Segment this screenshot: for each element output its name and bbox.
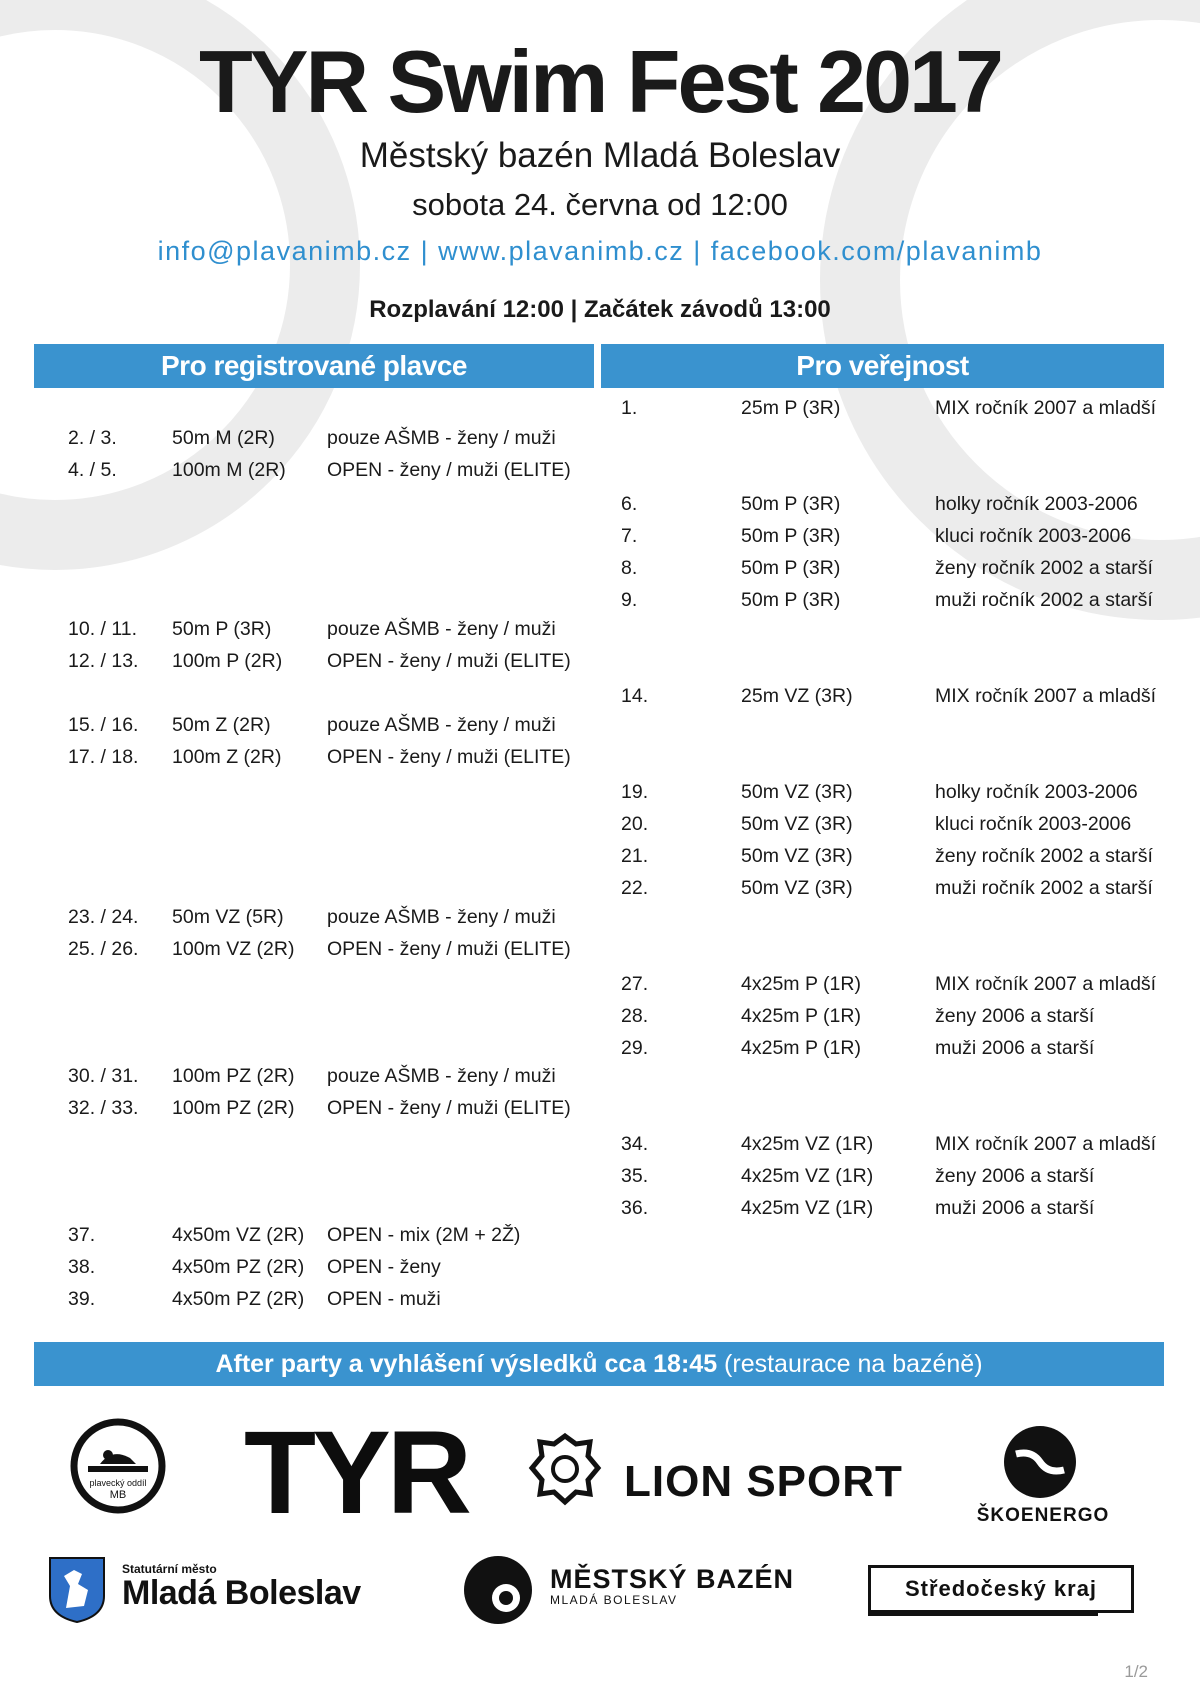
event-category: muži ročník 2002 a starší [935,589,1153,611]
plavecky-text: plavecký oddíl [89,1478,147,1488]
event-category: pouze AŠMB - ženy / muži [327,1065,556,1087]
event-title: TYR Swim Fest 2017 [199,32,1001,131]
event-number: 6. [621,493,638,515]
registered-swimmers-header: Pro registrované plavce [34,344,594,388]
event-number: 34. [621,1133,649,1155]
skoenergo-icon [1002,1424,1078,1500]
left-event-row [0,455,600,485]
event-number: 8. [621,557,638,579]
event-category: ženy 2006 a starší [935,1005,1095,1027]
skoenergo-text: ŠKOENERGO [976,1505,1110,1526]
event-discipline: 50m P (3R) [741,525,841,547]
event-discipline: 25m VZ (3R) [741,685,853,707]
event-date: sobota 24. června od 12:00 [412,187,788,222]
event-discipline: 50m VZ (3R) [741,813,853,835]
mestsky-bazen-logo [550,1566,794,1607]
event-discipline: 4x50m VZ (2R) [172,1224,305,1246]
event-category: MIX ročník 2007 a mladší [935,685,1157,707]
event-discipline: 25m P (3R) [741,397,841,419]
event-category: pouze AŠMB - ženy / muži [327,714,556,736]
event-category: OPEN - mix (2M + 2Ž) [327,1224,521,1246]
event-number: 2. / 3. [68,427,117,449]
event-category: MIX ročník 2007 a mladší [935,973,1157,995]
event-discipline: 100m P (2R) [172,650,283,672]
event-discipline: 100m PZ (2R) [172,1065,295,1087]
event-category: OPEN - ženy / muži (ELITE) [327,746,571,768]
event-category: kluci ročník 2003-2006 [935,813,1132,835]
event-category: ženy ročník 2002 a starší [935,557,1153,579]
plavecky-mb-text: MB [109,1489,127,1501]
right-event-row [600,553,1200,583]
event-number: 21. [621,845,649,867]
right-event-row [600,1161,1200,1191]
event-number: 19. [621,781,649,803]
event-discipline: 50m Z (2R) [172,714,271,736]
right-event-row [600,1033,1200,1063]
event-number: 29. [621,1037,649,1059]
tyr-logo: TYR [244,1407,468,1539]
event-category: OPEN - ženy / muži (ELITE) [327,650,571,672]
event-category: muži 2006 a starší [935,1037,1095,1059]
event-category: OPEN - ženy [327,1256,441,1278]
event-category: holky ročník 2003-2006 [935,493,1138,515]
event-discipline: 4x25m VZ (1R) [741,1133,874,1155]
right-event-row [600,969,1200,999]
right-event-row [600,873,1200,903]
left-event-row [0,646,600,676]
right-event-row [600,681,1200,711]
event-discipline: 100m VZ (2R) [172,938,295,960]
event-discipline: 50m P (3R) [741,589,841,611]
afterparty-location: (restaurace na bazéně) [717,1350,983,1378]
event-category: OPEN - ženy / muži (ELITE) [327,459,571,481]
right-event-row [600,809,1200,839]
event-discipline: 4x25m P (1R) [741,1037,861,1059]
event-discipline: 50m VZ (3R) [741,781,853,803]
right-event-row [600,1129,1200,1159]
event-discipline: 50m VZ (3R) [741,877,853,899]
right-event-row [600,841,1200,871]
event-number: 36. [621,1197,649,1219]
event-discipline: 50m P (3R) [172,618,272,640]
left-event-row [0,710,600,740]
event-number: 15. / 16. [68,714,139,736]
event-number: 39. [68,1288,96,1310]
event-discipline: 100m PZ (2R) [172,1097,295,1119]
event-number: 10. / 11. [68,618,138,640]
city-name-text: Mladá Boleslav [122,1574,361,1612]
plavecky-oddil-logo [70,1418,166,1514]
bazen-icon [462,1554,534,1626]
stredocesky-kraj-logo: Středočeský kraj [868,1565,1134,1613]
event-number: 7. [621,525,638,547]
event-number: 1. [621,397,638,419]
event-number: 25. / 26. [68,938,139,960]
lion-sport-text: LION SPORT [624,1457,903,1506]
coat-of-arms-icon [48,1556,106,1624]
event-discipline: 4x25m P (1R) [741,973,861,995]
left-event-row [0,902,600,932]
event-discipline: 4x25m VZ (1R) [741,1197,874,1219]
left-event-row [0,1061,600,1091]
right-event-row [600,777,1200,807]
event-discipline: 4x50m PZ (2R) [172,1256,305,1278]
event-category: muži 2006 a starší [935,1197,1095,1219]
event-discipline: 100m Z (2R) [172,746,282,768]
event-number: 20. [621,813,649,835]
right-event-row [600,489,1200,519]
city-statutory-text: Statutární město [122,1562,217,1576]
right-event-row [600,521,1200,551]
event-discipline: 4x50m PZ (2R) [172,1288,305,1310]
event-discipline: 50m VZ (5R) [172,906,284,928]
event-discipline: 50m VZ (3R) [741,845,853,867]
event-category: pouze AŠMB - ženy / muži [327,906,556,928]
event-number: 37. [68,1224,96,1246]
contact-links: info@plavanimb.cz | www.plavanimb.cz | facebook.com/plavanimb [157,236,1043,266]
right-event-row [600,585,1200,615]
event-discipline: 50m M (2R) [172,427,275,449]
event-category: MIX ročník 2007 a mladší [935,397,1157,419]
event-number: 9. [621,589,638,611]
left-event-row [0,1284,600,1314]
bazen-name: MĚSTSKÝ BAZÉN [550,1564,795,1594]
event-category: kluci ročník 2003-2006 [935,525,1132,547]
event-number: 17. / 18. [68,746,139,768]
event-number: 4. / 5. [68,459,117,481]
mlada-boleslav-logo [122,1562,361,1610]
left-event-row [0,934,600,964]
bazen-city: MLADÁ BOLESLAV [550,1593,678,1607]
left-event-row [0,1093,600,1123]
event-number: 14. [621,685,649,707]
event-number: 32. / 33. [68,1097,139,1119]
event-discipline: 4x25m VZ (1R) [741,1165,874,1187]
event-category: OPEN - ženy / muži (ELITE) [327,1097,571,1119]
event-number: 22. [621,877,649,899]
event-number: 23. / 24. [68,906,139,928]
event-discipline: 50m P (3R) [741,557,841,579]
right-event-row [600,1193,1200,1223]
event-number: 35. [621,1165,649,1187]
event-number: 27. [621,973,649,995]
event-category: OPEN - muži [327,1288,441,1310]
event-discipline: 4x25m P (1R) [741,1005,861,1027]
left-event-row [0,742,600,772]
event-category: muži ročník 2002 a starší [935,877,1153,899]
event-category: holky ročník 2003-2006 [935,781,1138,803]
afterparty-banner [34,1342,1164,1386]
lion-icon [528,1432,602,1506]
event-number: 30. / 31. [68,1065,139,1087]
right-event-row [600,1001,1200,1031]
left-event-row [0,1252,600,1282]
venue: Městský bazén Mladá Boleslav [359,136,841,175]
afterparty-text: After party a vyhlášení výsledků cca 18:45 [215,1350,718,1378]
left-event-row [0,423,600,453]
event-number: 28. [621,1005,649,1027]
event-category: pouze AŠMB - ženy / muži [327,618,556,640]
page-number: 1/2 [1124,1662,1148,1681]
event-discipline: 100m M (2R) [172,459,286,481]
event-number: 12. / 13. [68,650,139,672]
public-header: Pro veřejnost [601,344,1164,388]
event-category: ženy ročník 2002 a starší [935,845,1153,867]
event-category: pouze AŠMB - ženy / muži [327,427,556,449]
event-discipline: 50m P (3R) [741,493,841,515]
event-category: ženy 2006 a starší [935,1165,1095,1187]
left-event-row [0,614,600,644]
event-category: OPEN - ženy / muži (ELITE) [327,938,571,960]
event-category: MIX ročník 2007 a mladší [935,1133,1157,1155]
right-event-row [600,393,1200,423]
event-number: 38. [68,1256,96,1278]
left-event-row [0,1220,600,1250]
schedule-line: Rozplavání 12:00 | Začátek závodů 13:00 [369,296,831,323]
